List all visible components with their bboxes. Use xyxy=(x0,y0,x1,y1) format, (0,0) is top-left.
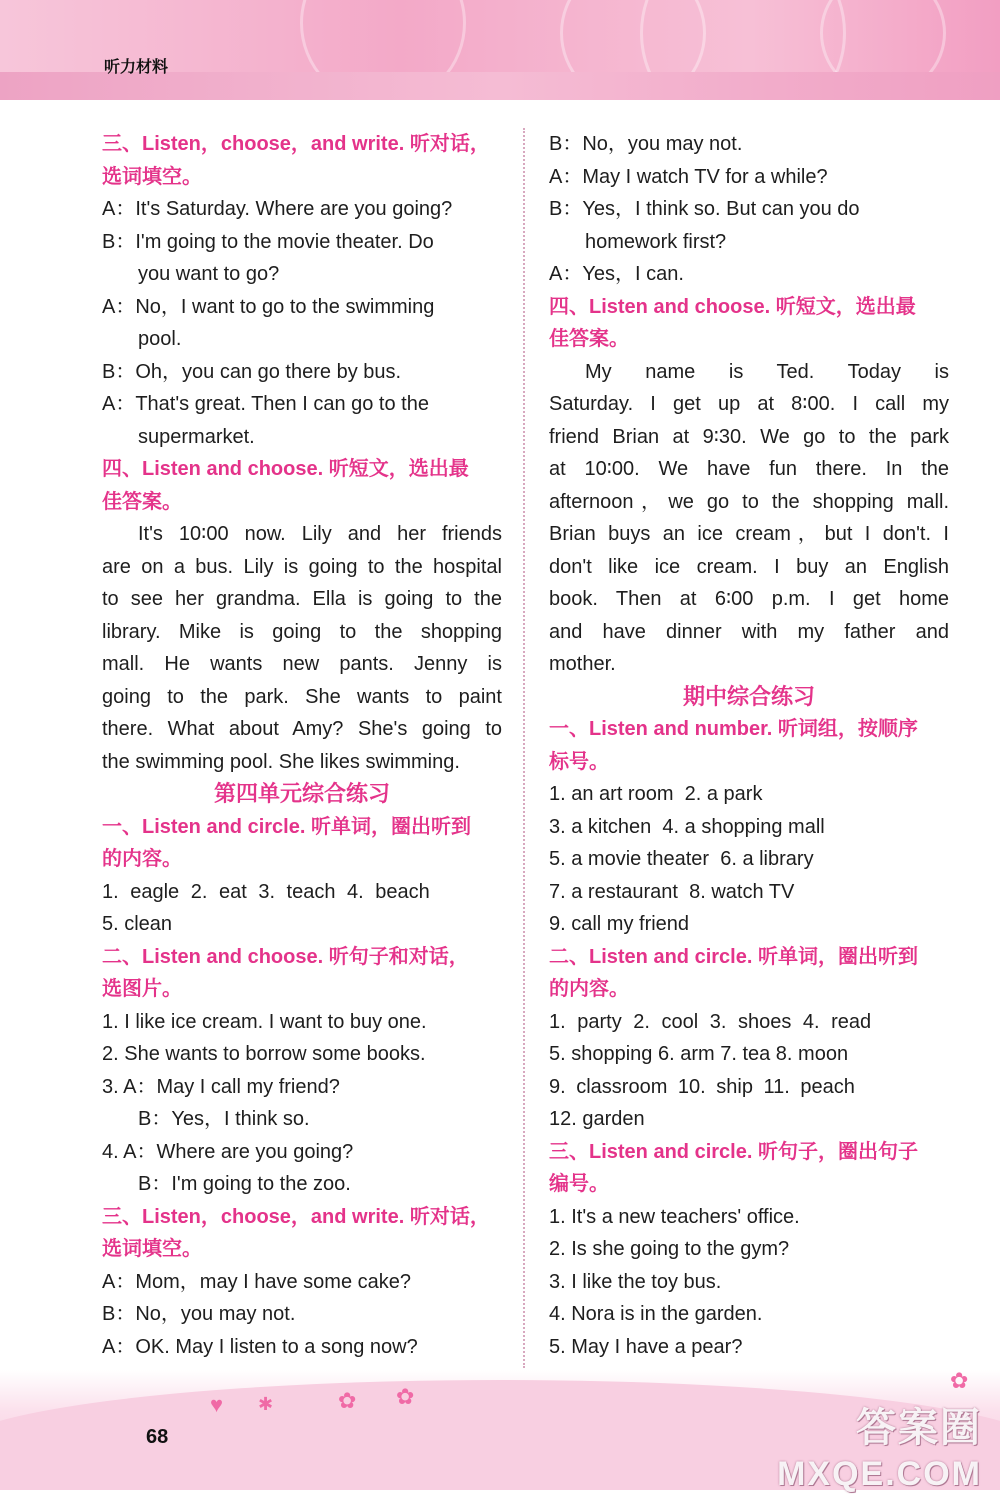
section-heading: 三、Listen，choose，and write. 听对话， xyxy=(102,1205,490,1228)
section-heading-cont: 佳答案。 xyxy=(549,328,629,350)
dialogue-line: supermarket. xyxy=(138,425,255,448)
word-list-line: 9. classroom 10. ship 11. peach xyxy=(549,1075,855,1098)
word-list-line: 5. clean xyxy=(102,913,173,935)
dialogue-line: B：No，you may not. xyxy=(102,1303,296,1325)
section-heading: 二、Listen and circle. 听单词，圈出听到 xyxy=(549,945,918,968)
dialogue-line: pool. xyxy=(138,328,182,350)
passage-line: My name is Ted. Today is xyxy=(585,360,949,383)
watermark-text: 答案圈 xyxy=(856,1406,982,1450)
flower-icon: ✿ xyxy=(950,1368,969,1393)
dialogue-line: A：Yes，I can. xyxy=(549,263,684,285)
passage-line: Saturday. I get up at 8∶00. I call my xyxy=(549,393,949,415)
flower-icon: ✿ xyxy=(396,1384,415,1409)
sentence-line: 2. Is she going to the gym? xyxy=(549,1238,790,1260)
passage-line: library. Mike is going to the shopping xyxy=(102,620,502,643)
section-heading-cont: 佳答案。 xyxy=(102,490,182,513)
word-list-line: 1. party 2. cool 3. shoes 4. read xyxy=(549,1010,872,1033)
passage-line: are on a bus. Lily is going to the hospital xyxy=(102,555,502,578)
section-heading: 三、Listen，choose，and write. 听对话， xyxy=(102,133,490,155)
dialogue-line: A：That's great. Then I can go to the xyxy=(102,393,429,415)
dialogue-line: B：Yes，I think so. But can you do xyxy=(549,198,860,220)
phrase-line: 7. a restaurant 8. watch TV xyxy=(549,880,795,903)
dialogue-line: A：OK. May I listen to a song now? xyxy=(102,1335,418,1358)
phrase-line: 1. an art room 2. a park xyxy=(549,783,763,805)
section-heading: 四、Listen and choose. 听短文，选出最 xyxy=(102,458,469,480)
dialogue-line: B：Oh，you can go there by bus. xyxy=(102,360,402,383)
sentence-line: B：I'm going to the zoo. xyxy=(138,1173,351,1195)
sentence-line: 4. Nora is in the garden. xyxy=(549,1303,763,1325)
word-list-line: 1. eagle 2. eat 3. teach 4. beach xyxy=(102,880,430,903)
watermark-logo xyxy=(777,1396,982,1494)
phrase-line: 9. call my friend xyxy=(549,913,690,935)
dialogue-line: homework first? xyxy=(585,230,727,253)
section-heading-cont: 选词填空。 xyxy=(102,165,202,188)
sentence-line: 3. A：May I call my friend? xyxy=(102,1075,340,1098)
word-list-line: 12. garden xyxy=(549,1108,645,1130)
passage-line: It's 10∶00 now. Lily and her friends xyxy=(138,523,502,545)
section-heading-cont: 的内容。 xyxy=(549,978,629,1000)
passage-line: and have dinner with my father and xyxy=(549,620,949,643)
sentence-line: 1. I like ice cream. I want to buy one. xyxy=(102,1010,427,1033)
passage-line: mall. He wants new pants. Jenny is xyxy=(102,653,502,675)
heart-icon: ♥ xyxy=(210,1392,224,1417)
passage-line: Brian buys an ice cream，but I don't. I xyxy=(549,523,949,545)
dialogue-line: A：No，I want to go to the swimming xyxy=(102,295,435,318)
passage-line: mother. xyxy=(549,653,616,675)
section-heading-cont: 选词填空。 xyxy=(102,1238,202,1260)
section-heading: 二、Listen and choose. 听句子和对话， xyxy=(102,945,469,968)
dialogue-line: you want to go? xyxy=(138,263,280,285)
header-title: 听力材料 xyxy=(104,59,169,76)
watermark-url: MXQE.COM xyxy=(777,1455,982,1493)
phrase-line: 3. a kitchen 4. a shopping mall xyxy=(549,815,825,838)
section-heading: 三、Listen and circle. 听句子，圈出句子 xyxy=(549,1140,918,1163)
section-heading-cont: 的内容。 xyxy=(102,848,182,870)
section-heading-cont: 编号。 xyxy=(549,1173,609,1195)
sentence-line: B：Yes，I think so. xyxy=(138,1108,310,1130)
column-divider xyxy=(523,128,525,1368)
unit-title: 第四单元综合练习 xyxy=(213,781,390,806)
dialogue-line: B：No，you may not. xyxy=(549,133,743,155)
flower-icon: ✿ xyxy=(338,1388,357,1413)
dialogue-line: A：It's Saturday. Where are you going? xyxy=(102,198,453,220)
midterm-title: 期中综合练习 xyxy=(682,683,815,709)
passage-line: to see her grandma. Ella is going to the xyxy=(102,588,502,610)
section-heading: 四、Listen and choose. 听短文，选出最 xyxy=(549,295,916,318)
star-icon: ✱ xyxy=(258,1394,274,1414)
phrase-line: 5. a movie theater 6. a library xyxy=(549,848,814,870)
left-column xyxy=(102,128,502,1363)
word-list-line: 5. shopping 6. arm 7. tea 8. moon xyxy=(549,1043,849,1065)
passage-line: going to the park. She wants to paint xyxy=(102,685,502,708)
section-heading-cont: 标号。 xyxy=(549,750,609,773)
sentence-line: 4. A：Where are you going? xyxy=(102,1140,354,1163)
passage-line: there. What about Amy? She's going to xyxy=(102,718,502,740)
sentence-line: 5. May I have a pear? xyxy=(549,1335,743,1358)
page-number: 68 xyxy=(146,1426,169,1448)
dialogue-line: A：May I watch TV for a while? xyxy=(549,165,828,188)
passage-line: don't like ice cream. I buy an English xyxy=(549,555,949,578)
sentence-line: 3. I like the toy bus. xyxy=(549,1270,722,1293)
passage-line: afternoon，we go to the shopping mall. xyxy=(549,490,949,513)
passage-line: book. Then at 6∶00 p.m. I get home xyxy=(549,588,949,610)
passage-line: the swimming pool. She likes swimming. xyxy=(102,750,460,773)
section-heading-cont: 选图片。 xyxy=(102,978,182,1000)
section-heading: 一、Listen and number. 听词组，按顺序 xyxy=(549,718,918,740)
dialogue-line: A：Mom，may I have some cake? xyxy=(102,1270,411,1293)
sentence-line: 1. It's a new teachers' office. xyxy=(549,1205,800,1228)
sentence-line: 2. She wants to borrow some books. xyxy=(102,1043,426,1065)
section-heading: 一、Listen and circle. 听单词，圈出听到 xyxy=(102,815,471,838)
right-column xyxy=(549,128,949,1396)
passage-line: at 10∶00. We have fun there. In the xyxy=(549,458,949,480)
passage-line: friend Brian at 9∶30. We go to the park xyxy=(549,425,949,448)
page-header xyxy=(0,0,1000,100)
dialogue-line: B：I'm going to the movie theater. Do xyxy=(102,230,434,253)
